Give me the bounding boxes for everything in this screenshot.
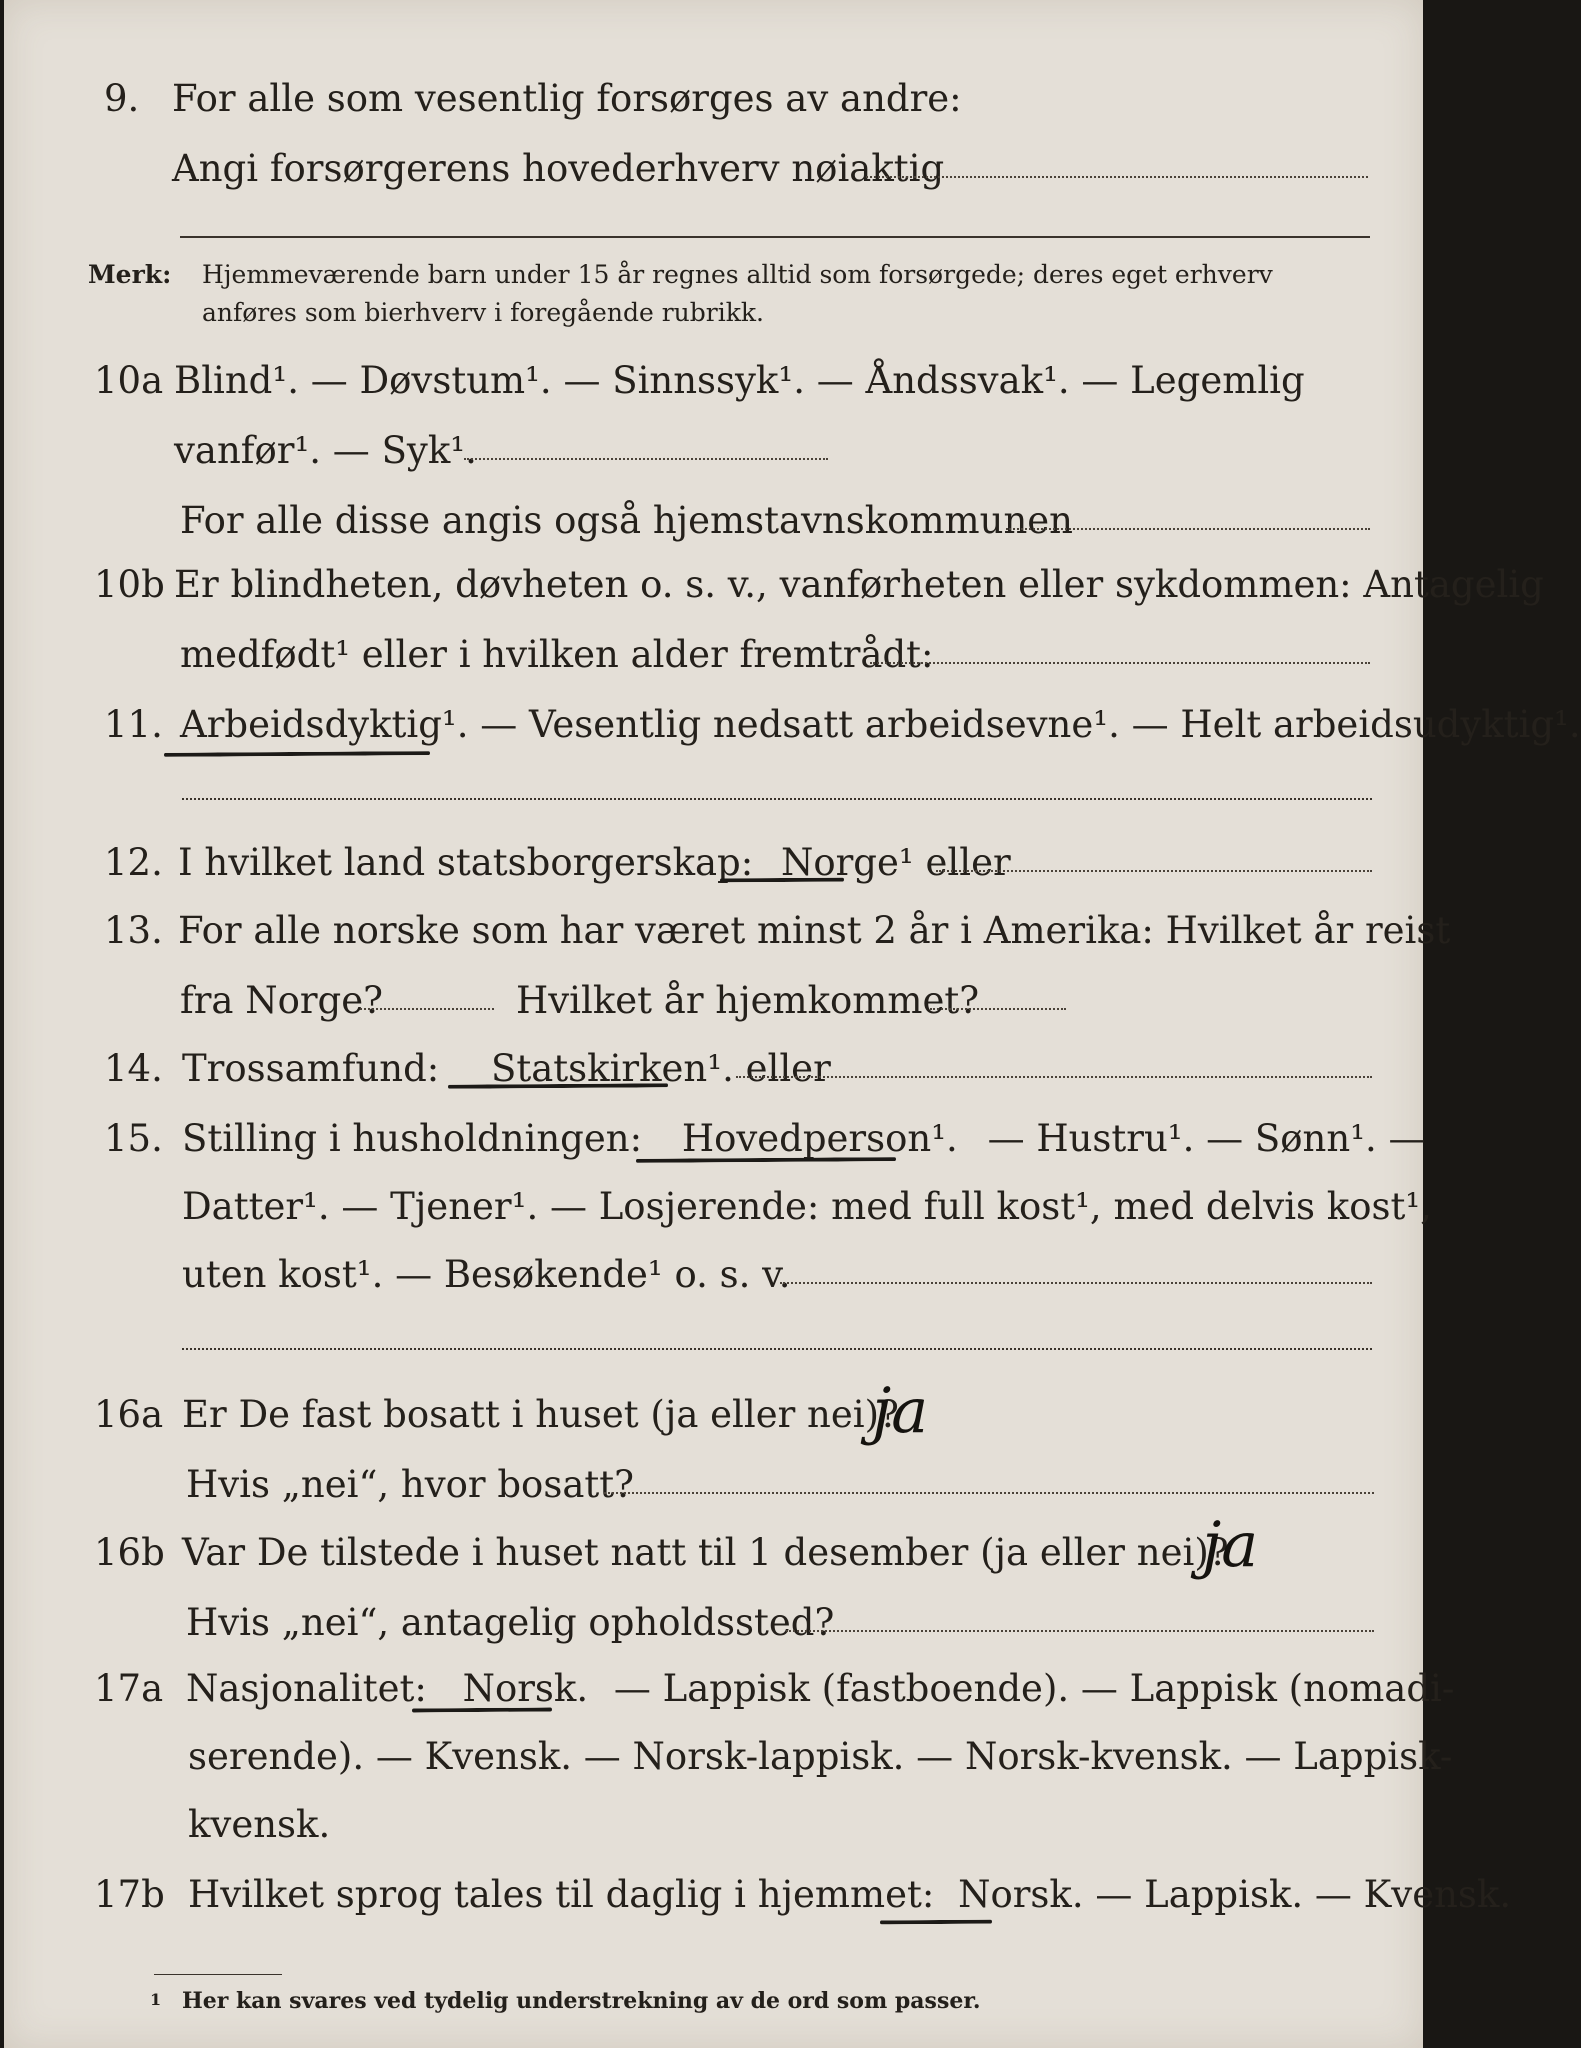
q12-label: I hvilket land statsborgerskap: bbox=[178, 841, 754, 884]
q13-question: For alle norske som har været minst 2 år i Amerika: Hvilket år reist bbox=[178, 909, 1451, 952]
q9-answer-field[interactable] bbox=[866, 176, 1368, 178]
q17b-question bbox=[188, 1873, 1512, 1916]
q17a-options-3: kvensk. bbox=[188, 1803, 331, 1846]
q11-answer-line[interactable] bbox=[182, 798, 1372, 800]
note-label: Merk: bbox=[88, 260, 172, 289]
note-text-1: Hjemmeværende barn under 15 år regnes alltid som forsørgede; deres eget erhverv bbox=[202, 260, 1273, 289]
q15-underline-mark bbox=[636, 1157, 896, 1163]
q17a-underline-mark bbox=[412, 1708, 552, 1713]
item-number-17a: 17a bbox=[94, 1667, 164, 1710]
q10a-options-2: vanfør¹. — Syk¹. bbox=[174, 429, 477, 472]
q16b-handwritten-answer[interactable]: ja bbox=[1202, 1508, 1259, 1581]
q13-left-year-prompt: fra Norge? bbox=[180, 979, 383, 1022]
q11-option-selected[interactable]: Arbeidsdyktig¹. bbox=[180, 703, 469, 746]
q15-options-2: Datter¹. — Tjener¹. — Losjerende: med full kost¹, med delvis kost¹, bbox=[182, 1185, 1432, 1228]
q10a-home-municipality: For alle disse angis også hjemstavnskommunen bbox=[180, 499, 1074, 542]
q16b-answer-field[interactable] bbox=[786, 1630, 1374, 1632]
q9-prompt: Angi forsørgerens hovederhverv nøiaktig bbox=[172, 147, 945, 190]
q17a-option-selected[interactable]: Norsk. bbox=[462, 1667, 589, 1710]
q13-left-year-field[interactable] bbox=[360, 1008, 494, 1010]
q16b-prompt: Hvis „nei“, antagelig opholdssted? bbox=[186, 1601, 835, 1644]
note-text-2: anføres som bierhverv i foregående rubrikk. bbox=[202, 298, 764, 327]
q14-label: Trossamfund: bbox=[182, 1047, 440, 1090]
q14-option-selected[interactable]: Statskirken¹. bbox=[491, 1047, 734, 1090]
q17b-underline-mark bbox=[880, 1920, 992, 1925]
q10a-municipality-field[interactable] bbox=[1006, 528, 1370, 530]
q10a-answer-field[interactable] bbox=[464, 458, 828, 460]
item-number-12: 12. bbox=[104, 841, 163, 884]
q11-other-options: — Vesentlig nedsatt arbeidsevne¹. — Helt arbeidsudyktig¹. bbox=[480, 703, 1581, 746]
item-number-13: 13. bbox=[104, 909, 163, 952]
q12-or: eller bbox=[925, 841, 1011, 884]
q9-answer-line[interactable] bbox=[180, 236, 1370, 238]
q11-underline-mark bbox=[164, 751, 430, 757]
footnote-separator bbox=[154, 1974, 282, 1975]
q16a-prompt: Hvis „nei“, hvor bosatt? bbox=[186, 1463, 634, 1506]
q15-answer-field[interactable] bbox=[780, 1282, 1372, 1284]
item-number-9: 9. bbox=[104, 77, 140, 120]
q12-answer-field[interactable] bbox=[936, 870, 1372, 872]
item-number-11: 11. bbox=[104, 703, 163, 746]
q17a-options-2: serende). — Kvensk. — Norsk-lappisk. — Norsk-kvensk. — Lappisk- bbox=[188, 1735, 1453, 1778]
q16a-answer-field[interactable] bbox=[604, 1492, 1374, 1494]
q14-question bbox=[182, 1047, 831, 1090]
q16b-question: Var De tilstede i huset natt til 1 desember (ja eller nei)? bbox=[182, 1531, 1229, 1574]
q14-answer-field[interactable] bbox=[736, 1076, 1372, 1078]
q13-return-year-prompt: Hvilket år hjemkommet? bbox=[516, 979, 980, 1022]
q17b-other-options: — Lappisk. — Kvensk. bbox=[1095, 1873, 1512, 1916]
footnote-text: Her kan svares ved tydelig understrekning av de ord som passer. bbox=[182, 1988, 981, 2014]
q10b-answer-field[interactable] bbox=[870, 662, 1370, 664]
q15-question bbox=[182, 1117, 1426, 1160]
q15-other-options: — Hustru¹. — Sønn¹. — bbox=[987, 1117, 1426, 1160]
q12-question bbox=[178, 841, 1011, 884]
q12-option-selected[interactable]: Norge¹ bbox=[780, 841, 914, 884]
q13-return-year-field[interactable] bbox=[930, 1008, 1066, 1010]
footnote-marker: 1 bbox=[150, 1990, 162, 2009]
item-number-16b: 16b bbox=[94, 1531, 165, 1574]
item-number-16a: 16a bbox=[94, 1393, 164, 1436]
q15-label: Stilling i husholdningen: bbox=[182, 1117, 643, 1160]
census-form-page bbox=[4, 0, 1581, 2048]
q10b-question: Er blindheten, døvheten o. s. v., vanførheten eller sykdommen: Antagelig bbox=[174, 563, 1544, 606]
item-number-14: 14. bbox=[104, 1047, 163, 1090]
q16a-handwritten-answer[interactable]: ja bbox=[872, 1374, 929, 1447]
q10b-question-2: medfødt¹ eller i hvilken alder fremtrådt: bbox=[180, 633, 934, 676]
item-number-10b: 10b bbox=[94, 563, 165, 606]
q17b-label: Hvilket sprog tales til daglig i hjemmet: bbox=[188, 1873, 935, 1916]
q17b-option-selected[interactable]: Norsk. bbox=[958, 1873, 1084, 1916]
item-number-15: 15. bbox=[104, 1117, 163, 1160]
q15-option-selected[interactable]: Hovedperson¹. bbox=[681, 1117, 958, 1160]
q11-options bbox=[180, 703, 1581, 746]
item-number-10a: 10a bbox=[94, 359, 164, 402]
q15-options-3: uten kost¹. — Besøkende¹ o. s. v. bbox=[182, 1253, 791, 1296]
q14-or: eller bbox=[745, 1047, 831, 1090]
q9-question: For alle som vesentlig forsørges av andre: bbox=[172, 77, 962, 120]
q17a-question bbox=[186, 1667, 1455, 1710]
q16a-question: Er De fast bosatt i huset (ja eller nei)? bbox=[182, 1393, 899, 1436]
q12-underline-mark bbox=[720, 878, 844, 883]
q17a-other-options: — Lappisk (fastboende). — Lappisk (nomadi- bbox=[613, 1667, 1455, 1710]
q17a-label: Nasjonalitet: bbox=[186, 1667, 427, 1710]
q15-answer-line[interactable] bbox=[182, 1348, 1372, 1350]
item-number-17b: 17b bbox=[94, 1873, 165, 1916]
q10a-options: Blind¹. — Døvstum¹. — Sinnssyk¹. — Åndssvak¹. — Legemlig bbox=[174, 359, 1305, 402]
